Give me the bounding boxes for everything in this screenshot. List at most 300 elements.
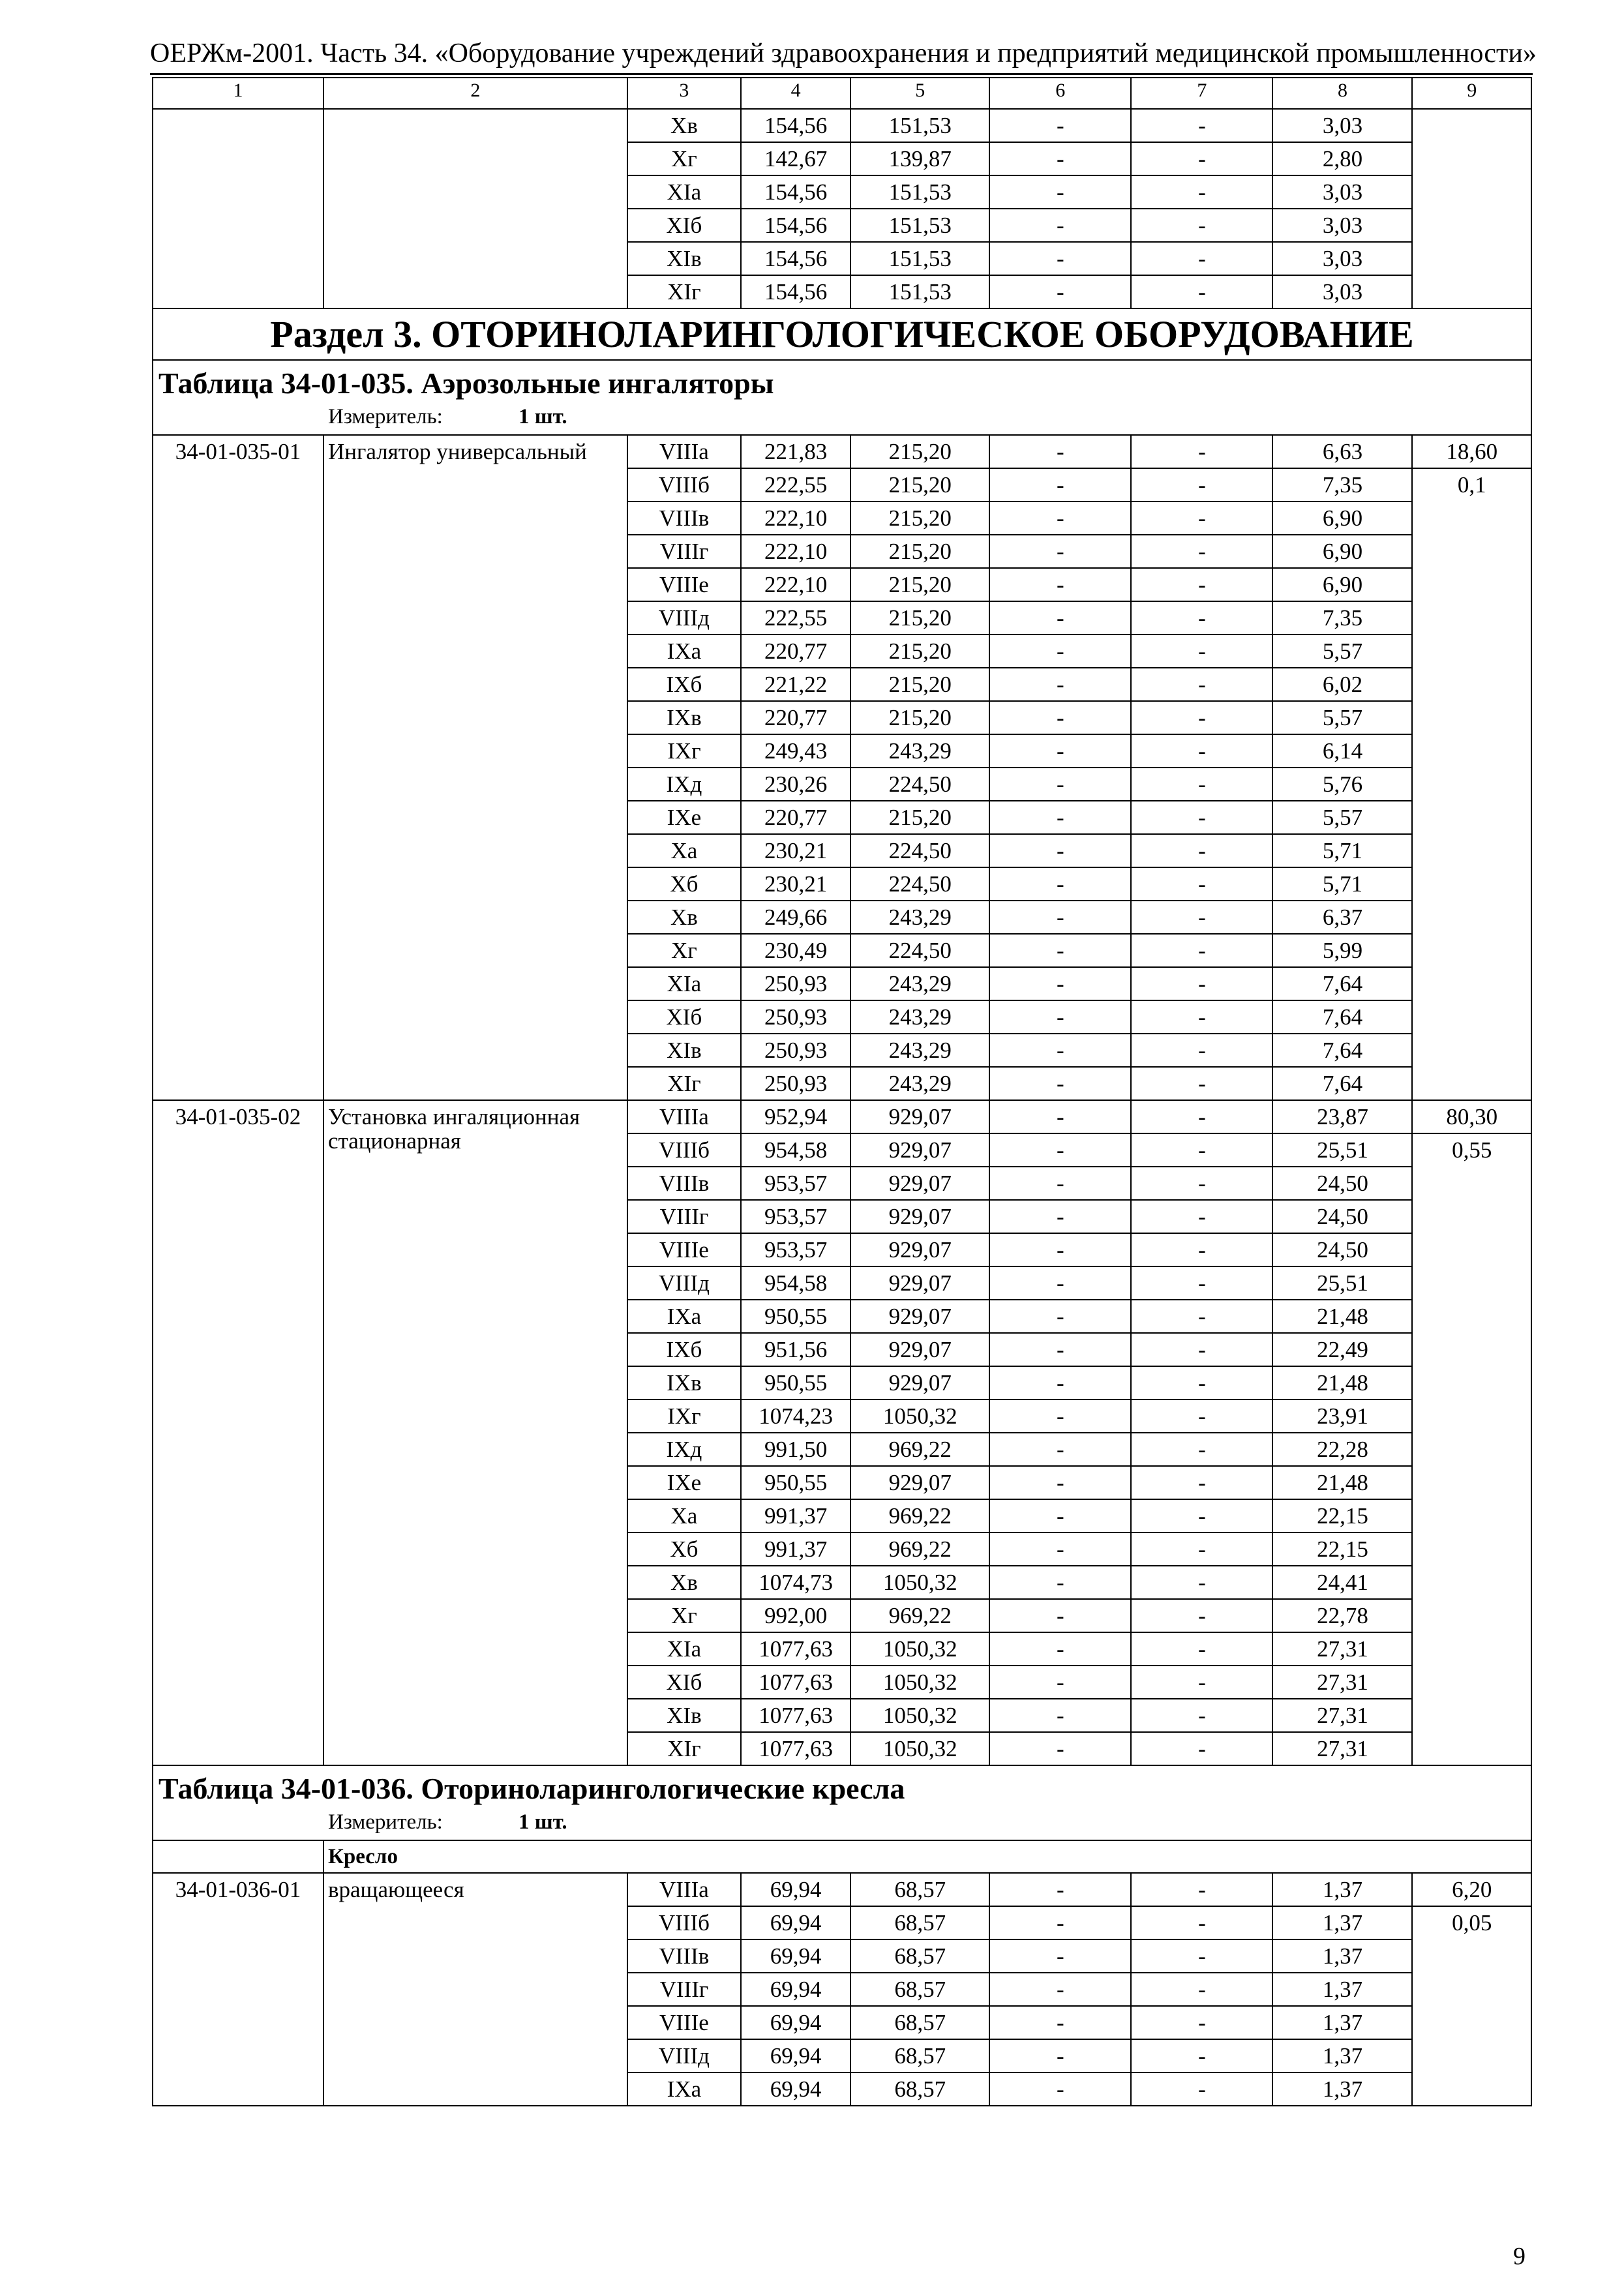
cell-c7: - xyxy=(1131,768,1272,801)
cell-c8: 3,03 xyxy=(1272,209,1412,242)
cell-c3: VIIIв xyxy=(627,501,741,535)
cell-c3: IXa xyxy=(627,2072,741,2106)
cell-c8: 23,91 xyxy=(1272,1399,1412,1433)
column-header: 4 xyxy=(741,78,850,109)
cell-c4: 222,55 xyxy=(741,601,850,635)
cell-c5: 243,29 xyxy=(850,1034,989,1067)
cell-c8: 5,57 xyxy=(1272,635,1412,668)
cell-c3: IXб xyxy=(627,1333,741,1366)
cell-c8: 7,35 xyxy=(1272,468,1412,501)
table-row xyxy=(153,435,1531,468)
cell-c6: - xyxy=(989,1599,1131,1632)
cell-c5: 1050,32 xyxy=(850,1566,989,1599)
cell-c5: 1050,32 xyxy=(850,1399,989,1433)
cell-c3: VIIIг xyxy=(627,535,741,568)
cell-c8: 7,64 xyxy=(1272,1000,1412,1034)
cell-c8: 7,64 xyxy=(1272,1034,1412,1067)
column-header: 2 xyxy=(323,78,627,109)
cell-c9-sub: 0,05 xyxy=(1412,1906,1531,2106)
cell-c5: 68,57 xyxy=(850,1973,989,2006)
cell-c8: 1,37 xyxy=(1272,2072,1412,2106)
cell-c5: 1050,32 xyxy=(850,1632,989,1666)
cell-c7: - xyxy=(1131,2039,1272,2072)
cell-c5: 243,29 xyxy=(850,1000,989,1034)
cell-c3: VIIIв xyxy=(627,1939,741,1973)
cell-c6: - xyxy=(989,1973,1131,2006)
cell-c8: 1,37 xyxy=(1272,2006,1412,2039)
cell-c3: VIIIв xyxy=(627,1167,741,1200)
cell-c8: 3,03 xyxy=(1272,109,1412,142)
cell-c3: IXг xyxy=(627,1399,741,1433)
cell-c4: 249,43 xyxy=(741,734,850,768)
cell-c7: - xyxy=(1131,1133,1272,1167)
cell-c6: - xyxy=(989,1133,1131,1167)
cell-c6: - xyxy=(989,1000,1131,1034)
cell-empty xyxy=(153,1840,323,1873)
cell-c7: - xyxy=(1131,1906,1272,1939)
cell-c3: Xб xyxy=(627,867,741,901)
cell-c5: 224,50 xyxy=(850,934,989,967)
cell-c7: - xyxy=(1131,109,1272,142)
cell-c8: 7,64 xyxy=(1272,967,1412,1000)
table-row xyxy=(153,109,1531,142)
cell-c3: XIг xyxy=(627,1067,741,1100)
cell-c8: 3,03 xyxy=(1272,242,1412,275)
cell-c8: 25,51 xyxy=(1272,1133,1412,1167)
cell-c5: 1050,32 xyxy=(850,1699,989,1732)
cell-c7: - xyxy=(1131,275,1272,308)
cell-c6: - xyxy=(989,1200,1131,1233)
cell-c7: - xyxy=(1131,867,1272,901)
cell-c8: 5,76 xyxy=(1272,768,1412,801)
cell-c5: 215,20 xyxy=(850,701,989,734)
cell-c8: 25,51 xyxy=(1272,1266,1412,1300)
cell-c4: 220,77 xyxy=(741,701,850,734)
cell-c8: 5,71 xyxy=(1272,867,1412,901)
cell-c3: XIв xyxy=(627,242,741,275)
cell-empty xyxy=(323,109,627,308)
cell-c9: 6,20 xyxy=(1412,1873,1531,1906)
cell-c4: 1077,63 xyxy=(741,1699,850,1732)
cell-c4: 991,50 xyxy=(741,1433,850,1466)
cell-c7: - xyxy=(1131,209,1272,242)
cell-c3: Xг xyxy=(627,934,741,967)
cell-c7: - xyxy=(1131,1666,1272,1699)
cell-c3: XIг xyxy=(627,1732,741,1765)
cell-c8: 1,37 xyxy=(1272,1873,1412,1906)
cell-c5: 929,07 xyxy=(850,1266,989,1300)
cell-c5: 929,07 xyxy=(850,1333,989,1366)
cell-c4: 992,00 xyxy=(741,1599,850,1632)
cell-c5: 243,29 xyxy=(850,1067,989,1100)
cell-c5: 215,20 xyxy=(850,435,989,468)
cell-c8: 1,37 xyxy=(1272,1906,1412,1939)
cell-c8: 6,90 xyxy=(1272,568,1412,601)
cell-c5: 224,50 xyxy=(850,834,989,867)
item-code: 34-01-036-01 xyxy=(153,1873,323,2106)
cell-c6: - xyxy=(989,142,1131,175)
cell-c7: - xyxy=(1131,967,1272,1000)
cell-c5: 929,07 xyxy=(850,1200,989,1233)
cell-c5: 215,20 xyxy=(850,668,989,701)
cell-c6: - xyxy=(989,1533,1131,1566)
cell-c4: 221,83 xyxy=(741,435,850,468)
cell-c7: - xyxy=(1131,1266,1272,1300)
cell-c5: 929,07 xyxy=(850,1366,989,1399)
cell-c6: - xyxy=(989,2006,1131,2039)
cell-c4: 1074,23 xyxy=(741,1399,850,1433)
cell-c4: 154,56 xyxy=(741,209,850,242)
header-rule xyxy=(150,73,1533,75)
cell-c6: - xyxy=(989,834,1131,867)
section-title: Раздел 3. ОТОРИНОЛАРИНГОЛОГИЧЕСКОЕ ОБОРУДОВАНИЕ xyxy=(153,308,1531,360)
cell-c3: VIIIб xyxy=(627,1133,741,1167)
cell-c7: - xyxy=(1131,1067,1272,1100)
cell-c7: - xyxy=(1131,2006,1272,2039)
cell-c4: 154,56 xyxy=(741,275,850,308)
cell-c8: 6,14 xyxy=(1272,734,1412,768)
cell-c4: 250,93 xyxy=(741,1067,850,1100)
cell-c6: - xyxy=(989,501,1131,535)
column-header: 3 xyxy=(627,78,741,109)
cell-c7: - xyxy=(1131,668,1272,701)
cell-c7: - xyxy=(1131,701,1272,734)
cell-c4: 950,55 xyxy=(741,1366,850,1399)
measure-line xyxy=(153,1808,1531,1836)
cell-c7: - xyxy=(1131,1000,1272,1034)
cell-c4: 249,66 xyxy=(741,901,850,934)
measure-value: 1 шт. xyxy=(519,405,567,428)
cell-c3: Xб xyxy=(627,1533,741,1566)
cell-c8: 24,50 xyxy=(1272,1233,1412,1266)
cell-c8: 24,50 xyxy=(1272,1200,1412,1233)
item-name: Ингалятор универсальный xyxy=(323,435,627,1100)
cell-c4: 1077,63 xyxy=(741,1632,850,1666)
cell-c6: - xyxy=(989,1873,1131,1906)
cell-c3: VIIIa xyxy=(627,435,741,468)
cell-c4: 69,94 xyxy=(741,2039,850,2072)
cell-c4: 154,56 xyxy=(741,175,850,209)
table-row xyxy=(153,1873,1531,1906)
item-name: вращающееся xyxy=(323,1873,627,2106)
cell-c6: - xyxy=(989,1067,1131,1100)
cell-c6: - xyxy=(989,568,1131,601)
cell-c8: 6,63 xyxy=(1272,435,1412,468)
cell-c3: IXa xyxy=(627,1300,741,1333)
table-title-036-cell xyxy=(153,1765,1531,1840)
cell-c4: 222,10 xyxy=(741,535,850,568)
cell-c8: 6,90 xyxy=(1272,501,1412,535)
cell-c4: 250,93 xyxy=(741,1000,850,1034)
cell-c5: 243,29 xyxy=(850,901,989,934)
cell-c6: - xyxy=(989,1499,1131,1533)
cell-c3: Xг xyxy=(627,1599,741,1632)
cell-c7: - xyxy=(1131,1466,1272,1499)
cell-c4: 69,94 xyxy=(741,1906,850,1939)
cell-c7: - xyxy=(1131,535,1272,568)
cell-c6: - xyxy=(989,1699,1131,1732)
cell-c4: 952,94 xyxy=(741,1100,850,1133)
cell-c7: - xyxy=(1131,468,1272,501)
cell-c5: 224,50 xyxy=(850,768,989,801)
cell-c4: 154,56 xyxy=(741,109,850,142)
cell-c6: - xyxy=(989,242,1131,275)
cell-c7: - xyxy=(1131,601,1272,635)
cell-c6: - xyxy=(989,601,1131,635)
cell-c7: - xyxy=(1131,1233,1272,1266)
cell-c6: - xyxy=(989,1939,1131,1973)
cell-c3: IXe xyxy=(627,1466,741,1499)
cell-c6: - xyxy=(989,901,1131,934)
cell-c6: - xyxy=(989,1466,1131,1499)
cell-c6: - xyxy=(989,109,1131,142)
cell-c6: - xyxy=(989,734,1131,768)
cell-c5: 929,07 xyxy=(850,1167,989,1200)
cell-c8: 24,50 xyxy=(1272,1167,1412,1200)
cell-c7: - xyxy=(1131,934,1272,967)
cell-c5: 68,57 xyxy=(850,1906,989,1939)
cell-c3: IXв xyxy=(627,1366,741,1399)
cell-c9: 80,30 xyxy=(1412,1100,1531,1133)
cell-c6: - xyxy=(989,1433,1131,1466)
cell-c5: 139,87 xyxy=(850,142,989,175)
cell-c5: 151,53 xyxy=(850,209,989,242)
cell-c3: VIIIa xyxy=(627,1873,741,1906)
cell-c4: 1077,63 xyxy=(741,1666,850,1699)
cell-c6: - xyxy=(989,668,1131,701)
cell-c7: - xyxy=(1131,1499,1272,1533)
cell-c8: 23,87 xyxy=(1272,1100,1412,1133)
cell-c7: - xyxy=(1131,734,1272,768)
cell-c7: - xyxy=(1131,435,1272,468)
cell-c8: 6,37 xyxy=(1272,901,1412,934)
section-row xyxy=(153,308,1531,360)
cell-empty xyxy=(1412,109,1531,308)
cell-c8: 7,35 xyxy=(1272,601,1412,635)
cell-c7: - xyxy=(1131,175,1272,209)
cell-c8: 21,48 xyxy=(1272,1466,1412,1499)
page-number: 9 xyxy=(1513,2243,1526,2270)
cell-c5: 68,57 xyxy=(850,2006,989,2039)
measure-label: Измеритель: xyxy=(328,1810,443,1834)
cell-c7: - xyxy=(1131,242,1272,275)
cell-c8: 2,80 xyxy=(1272,142,1412,175)
cell-c3: VIIIe xyxy=(627,568,741,601)
cell-c4: 230,26 xyxy=(741,768,850,801)
table-body xyxy=(153,78,1531,2106)
cell-c5: 969,22 xyxy=(850,1499,989,1533)
cell-c8: 27,31 xyxy=(1272,1666,1412,1699)
cell-c3: IXa xyxy=(627,635,741,668)
cell-c5: 151,53 xyxy=(850,242,989,275)
table-title-036: Таблица 34-01-036. Оториноларингологические кресла xyxy=(158,1772,905,1805)
cell-c3: XIб xyxy=(627,209,741,242)
item-name: Установка ингаляционная стационарная xyxy=(323,1100,627,1765)
cell-c7: - xyxy=(1131,1399,1272,1433)
cell-c4: 953,57 xyxy=(741,1233,850,1266)
cell-c6: - xyxy=(989,1333,1131,1366)
column-number-row xyxy=(153,78,1531,109)
cell-c5: 929,07 xyxy=(850,1100,989,1133)
cell-c4: 230,49 xyxy=(741,934,850,967)
cell-c6: - xyxy=(989,535,1131,568)
cell-c7: - xyxy=(1131,568,1272,601)
measure-value: 1 шт. xyxy=(519,1810,567,1834)
cell-c5: 215,20 xyxy=(850,468,989,501)
group-label: Кресло xyxy=(323,1840,1531,1873)
cell-c8: 21,48 xyxy=(1272,1366,1412,1399)
table-title-035: Таблица 34-01-035. Аэрозольные ингаляторы xyxy=(158,367,774,400)
cell-c5: 151,53 xyxy=(850,275,989,308)
price-table xyxy=(152,77,1532,2106)
cell-c4: 954,58 xyxy=(741,1133,850,1167)
cell-c5: 151,53 xyxy=(850,109,989,142)
cell-c4: 69,94 xyxy=(741,2072,850,2106)
cell-c3: IXг xyxy=(627,734,741,768)
cell-c3: Xa xyxy=(627,834,741,867)
cell-c6: - xyxy=(989,967,1131,1000)
cell-c7: - xyxy=(1131,1566,1272,1599)
cell-c3: IXб xyxy=(627,668,741,701)
cell-c6: - xyxy=(989,1167,1131,1200)
cell-c6: - xyxy=(989,867,1131,901)
table-title-036-row xyxy=(153,1765,1531,1840)
cell-c6: - xyxy=(989,1732,1131,1765)
cell-c7: - xyxy=(1131,1433,1272,1466)
cell-c6: - xyxy=(989,635,1131,668)
cell-c6: - xyxy=(989,435,1131,468)
cell-c4: 1077,63 xyxy=(741,1732,850,1765)
cell-c8: 22,15 xyxy=(1272,1533,1412,1566)
cell-c6: - xyxy=(989,175,1131,209)
cell-c4: 991,37 xyxy=(741,1499,850,1533)
cell-c7: - xyxy=(1131,1873,1272,1906)
cell-c6: - xyxy=(989,1300,1131,1333)
cell-c5: 969,22 xyxy=(850,1599,989,1632)
cell-c4: 154,56 xyxy=(741,242,850,275)
table-title-035-cell xyxy=(153,360,1531,435)
cell-c3: VIIIд xyxy=(627,2039,741,2072)
cell-c4: 954,58 xyxy=(741,1266,850,1300)
cell-c3: VIIIг xyxy=(627,1200,741,1233)
cell-c6: - xyxy=(989,1666,1131,1699)
cell-c4: 222,10 xyxy=(741,568,850,601)
cell-c6: - xyxy=(989,1632,1131,1666)
column-header: 6 xyxy=(989,78,1131,109)
cell-c7: - xyxy=(1131,2072,1272,2106)
cell-c6: - xyxy=(989,801,1131,834)
cell-c8: 1,37 xyxy=(1272,1939,1412,1973)
cell-c5: 68,57 xyxy=(850,2072,989,2106)
item-code: 34-01-035-01 xyxy=(153,435,323,1100)
cell-c4: 69,94 xyxy=(741,1873,850,1906)
cell-c7: - xyxy=(1131,1632,1272,1666)
cell-c6: - xyxy=(989,275,1131,308)
cell-c5: 929,07 xyxy=(850,1300,989,1333)
cell-c6: - xyxy=(989,1100,1131,1133)
column-header: 1 xyxy=(153,78,323,109)
cell-c5: 929,07 xyxy=(850,1133,989,1167)
cell-c5: 929,07 xyxy=(850,1466,989,1499)
cell-c4: 1074,73 xyxy=(741,1566,850,1599)
cell-c4: 69,94 xyxy=(741,1939,850,1973)
cell-c6: - xyxy=(989,209,1131,242)
cell-c4: 953,57 xyxy=(741,1200,850,1233)
cell-c5: 68,57 xyxy=(850,1939,989,1973)
cell-c3: VIIIa xyxy=(627,1100,741,1133)
cell-c8: 7,64 xyxy=(1272,1067,1412,1100)
cell-c3: VIIIг xyxy=(627,1973,741,2006)
cell-c8: 27,31 xyxy=(1272,1699,1412,1732)
cell-c5: 224,50 xyxy=(850,867,989,901)
cell-c7: - xyxy=(1131,1100,1272,1133)
cell-c6: - xyxy=(989,1566,1131,1599)
cell-empty xyxy=(153,109,323,308)
cell-c8: 1,37 xyxy=(1272,1973,1412,2006)
cell-c5: 215,20 xyxy=(850,501,989,535)
cell-c9: 18,60 xyxy=(1412,435,1531,468)
cell-c3: XIa xyxy=(627,967,741,1000)
cell-c5: 1050,32 xyxy=(850,1732,989,1765)
cell-c3: Xв xyxy=(627,1566,741,1599)
cell-c8: 22,78 xyxy=(1272,1599,1412,1632)
cell-c5: 243,29 xyxy=(850,734,989,768)
column-header: 7 xyxy=(1131,78,1272,109)
cell-c3: VIIIe xyxy=(627,2006,741,2039)
cell-c5: 68,57 xyxy=(850,1873,989,1906)
cell-c7: - xyxy=(1131,1366,1272,1399)
cell-c5: 215,20 xyxy=(850,635,989,668)
item-code: 34-01-035-02 xyxy=(153,1100,323,1765)
cell-c3: Xв xyxy=(627,901,741,934)
cell-c3: XIг xyxy=(627,275,741,308)
cell-c5: 969,22 xyxy=(850,1433,989,1466)
cell-c7: - xyxy=(1131,1333,1272,1366)
cell-c6: - xyxy=(989,2072,1131,2106)
cell-c4: 250,93 xyxy=(741,1034,850,1067)
cell-c6: - xyxy=(989,1399,1131,1433)
cell-c3: VIIIб xyxy=(627,1906,741,1939)
cell-c4: 142,67 xyxy=(741,142,850,175)
cell-c5: 929,07 xyxy=(850,1233,989,1266)
cell-c7: - xyxy=(1131,1973,1272,2006)
cell-c7: - xyxy=(1131,1167,1272,1200)
cell-c7: - xyxy=(1131,1939,1272,1973)
cell-c6: - xyxy=(989,468,1131,501)
cell-c3: IXв xyxy=(627,701,741,734)
cell-c5: 243,29 xyxy=(850,967,989,1000)
cell-c8: 3,03 xyxy=(1272,275,1412,308)
cell-c4: 222,55 xyxy=(741,468,850,501)
cell-c8: 5,99 xyxy=(1272,934,1412,967)
cell-c4: 69,94 xyxy=(741,2006,850,2039)
cell-c7: - xyxy=(1131,1732,1272,1765)
cell-c6: - xyxy=(989,1906,1131,1939)
cell-c5: 215,20 xyxy=(850,535,989,568)
cell-c8: 5,71 xyxy=(1272,834,1412,867)
cell-c4: 220,77 xyxy=(741,635,850,668)
column-header: 5 xyxy=(850,78,989,109)
cell-c3: XIб xyxy=(627,1000,741,1034)
cell-c7: - xyxy=(1131,801,1272,834)
cell-c4: 953,57 xyxy=(741,1167,850,1200)
cell-c6: - xyxy=(989,1233,1131,1266)
cell-c7: - xyxy=(1131,1599,1272,1632)
cell-c8: 27,31 xyxy=(1272,1632,1412,1666)
cell-c4: 69,94 xyxy=(741,1973,850,2006)
cell-c7: - xyxy=(1131,1034,1272,1067)
cell-c4: 221,22 xyxy=(741,668,850,701)
